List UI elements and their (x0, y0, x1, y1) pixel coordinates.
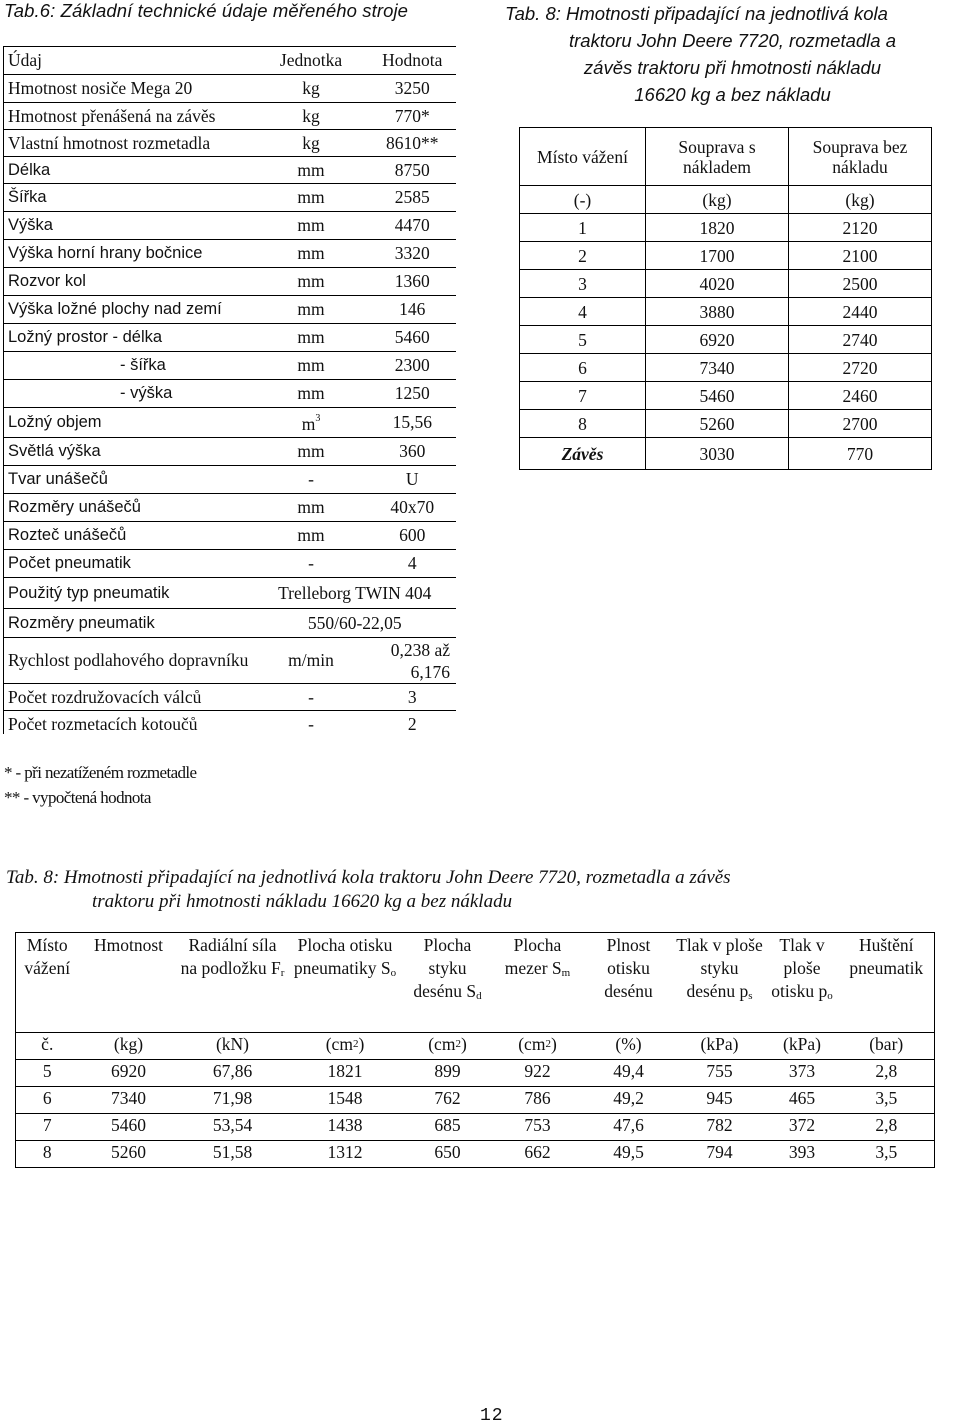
table-cell: 8 (16, 1141, 79, 1168)
header-text: Místo vážení (24, 935, 71, 978)
unit-text: m (301, 413, 316, 434)
merged-value: 550/60-22,05 (254, 609, 457, 638)
unit-text: (kPa) (700, 1034, 739, 1054)
table-cell: 899 (404, 1060, 492, 1087)
table-row (520, 354, 932, 382)
table-cell: 393 (766, 1141, 839, 1168)
header-cell: Místo vážení (520, 128, 646, 186)
unit-text: č. (41, 1034, 54, 1054)
table-cell: 5260 (79, 1141, 179, 1168)
units-row (16, 1033, 935, 1060)
header-cell: Souprava bez nákladu (789, 128, 932, 186)
table-row (520, 382, 932, 410)
row-label: Ložný prostor - délka (4, 324, 254, 352)
header-subscript: o (827, 990, 833, 1002)
unit-text: m/min (288, 650, 334, 670)
unit-cell (254, 711, 369, 735)
table-row (4, 268, 457, 296)
unit-cell (254, 212, 369, 240)
table-row (4, 380, 457, 408)
table-row (4, 75, 457, 103)
unit-text: mm (297, 327, 325, 347)
caption-line: traktoru při hmotnosti nákladu 16620 kg a bez nákladu (92, 891, 513, 912)
table-cell: 762 (404, 1087, 492, 1114)
value-cell: 40x70 (369, 494, 457, 522)
value-cell: 3250 (369, 75, 457, 103)
table-cell: 1700 (646, 242, 789, 270)
merged-value: Trelleborg TWIN 404 (254, 578, 457, 609)
table-cell: 5260 (646, 410, 789, 438)
value-cell: 1360 (369, 268, 457, 296)
table-cell: 3,5 (839, 1141, 935, 1168)
unit-text: (cm (428, 1034, 456, 1054)
value-cell: 5460 (369, 324, 457, 352)
value-cell: 15,56 (369, 408, 457, 438)
row-label: Použitý typ pneumatik (4, 578, 254, 609)
value-cell: 1250 (369, 380, 457, 408)
table-cell: 7 (520, 382, 646, 410)
row-label: Počet pneumatik (4, 550, 254, 578)
unit-cell (254, 494, 369, 522)
unit-cell (254, 75, 369, 103)
table-header-row (520, 128, 932, 186)
unit-cell (254, 157, 369, 184)
unit-close: ) (358, 1034, 365, 1054)
table-cell: 3030 (646, 438, 789, 470)
table-cell: 373 (766, 1060, 839, 1087)
caption-line: Tab. 8: Hmotnosti připadající na jednotlivá kola traktoru John Deere 7720, rozmetadla a závěs (6, 867, 731, 888)
unit-text: mm (297, 271, 325, 291)
footnote: ** - vypočtená hodnota (4, 788, 151, 807)
table-cell: 945 (674, 1087, 766, 1114)
table-cell: 6920 (79, 1060, 179, 1087)
header-text: Plocha styku desénu S (413, 935, 477, 1001)
table-cell: 662 (492, 1141, 584, 1168)
table-cell: 1548 (287, 1087, 404, 1114)
table-row (520, 298, 932, 326)
unit-text: mm (297, 441, 325, 461)
header-text: Plnost otisku desénu (604, 935, 653, 1001)
unit-text: - (308, 714, 314, 734)
row-label: - šířka (4, 352, 254, 380)
table8-right (519, 127, 932, 470)
value-cell: 0,238 až 6,176 (369, 638, 457, 684)
row-label: Výška horní hrany bočnice (4, 240, 254, 268)
table-row (4, 296, 457, 324)
row-label: Hmotnost přenášená na závěs (4, 103, 254, 130)
table-cell: 2100 (789, 242, 932, 270)
table-row (520, 438, 932, 470)
row-label: Počet rozmetacích kotoučů (4, 711, 254, 735)
table-cell: 71,98 (179, 1087, 287, 1114)
header-cell (79, 933, 179, 1033)
value-cell: 2 (369, 711, 457, 735)
unit-text: - (308, 469, 314, 489)
table-cell: 6 (520, 354, 646, 382)
table-cell: 782 (674, 1114, 766, 1141)
unit-cell (766, 1033, 839, 1060)
unit-cell: (kg) (646, 186, 789, 214)
table-cell: 794 (674, 1141, 766, 1168)
unit-cell (254, 684, 369, 711)
table-cell: 755 (674, 1060, 766, 1087)
unit-superscript: 2 (352, 1038, 359, 1050)
table-cell: 922 (492, 1060, 584, 1087)
table-cell: 49,5 (584, 1141, 674, 1168)
unit-text: (kPa) (783, 1034, 821, 1054)
unit-cell (254, 296, 369, 324)
table-row (4, 578, 457, 609)
row-label: Rozměry pneumatik (4, 609, 254, 638)
unit-text: (bar) (869, 1034, 904, 1054)
table6-container (3, 46, 456, 734)
value-cell: 600 (369, 522, 457, 550)
value-cell: U (369, 466, 457, 494)
value-cell: 770* (369, 103, 457, 130)
table8-bottom (15, 932, 935, 1168)
header-cell: Hodnota (369, 47, 457, 75)
unit-text: mm (297, 355, 325, 375)
table-cell: 2740 (789, 326, 932, 354)
table-row (4, 438, 457, 466)
table-row (4, 184, 457, 212)
table-row (520, 214, 932, 242)
header-subscript: s (748, 990, 753, 1002)
table-row (16, 1060, 935, 1087)
table-row (4, 711, 457, 735)
value-cell: 3 (369, 684, 457, 711)
table-row (4, 494, 457, 522)
caption-line: 16620 kg a bez nákladu (634, 84, 831, 105)
row-label: Rozteč unášečů (4, 522, 254, 550)
table-row (4, 103, 457, 130)
table-row (4, 212, 457, 240)
header-cell (674, 933, 766, 1033)
table-cell: 2500 (789, 270, 932, 298)
header-cell (404, 933, 492, 1033)
value-cell: 360 (369, 438, 457, 466)
caption-line: Tab. 8: Hmotnosti připadající na jednotlivá kola (505, 3, 888, 24)
row-label: Světlá výška (4, 438, 254, 466)
units-row (520, 186, 932, 214)
header-cell (766, 933, 839, 1033)
header-text: Plocha otisku pneumatiky S (293, 935, 393, 978)
unit-text: (kg) (113, 1034, 144, 1054)
unit-cell (16, 1033, 79, 1060)
footnote: * - při nezatíženém rozmetadle (4, 763, 197, 782)
header-subscript: m (561, 967, 571, 979)
table-cell: 465 (766, 1087, 839, 1114)
unit-text: (cm (325, 1034, 353, 1054)
unit-text: mm (297, 383, 325, 403)
header-cell (287, 933, 404, 1033)
table-cell: 770 (789, 438, 932, 470)
unit-text: mm (297, 159, 325, 180)
header-text: Hmotnost (93, 935, 164, 955)
table-cell: 3 (520, 270, 646, 298)
table-cell: 1 (520, 214, 646, 242)
row-label: Vlastní hmotnost rozmetadla (4, 130, 254, 157)
row-label: Rychlost podlahového dopravníku (4, 638, 254, 684)
table-cell: 67,86 (179, 1060, 287, 1087)
unit-superscript: 2 (545, 1038, 551, 1050)
table-cell: 786 (492, 1087, 584, 1114)
table-row (4, 240, 457, 268)
unit-text: mm (297, 497, 325, 517)
unit-text: (%) (615, 1034, 642, 1054)
header-cell: Souprava s nákladem (646, 128, 789, 186)
header-cell: Jednotka (254, 47, 369, 75)
table-header-row (16, 933, 935, 1033)
table-cell: 2700 (789, 410, 932, 438)
row-label: Šířka (4, 184, 254, 212)
table-cell: 5460 (646, 382, 789, 410)
unit-cell: (kg) (789, 186, 932, 214)
table-cell: 7340 (79, 1087, 179, 1114)
row-label: Výška ložné plochy nad zemí (4, 296, 254, 324)
table-cell: 49,2 (584, 1087, 674, 1114)
table-row (520, 242, 932, 270)
unit-cell (254, 522, 369, 550)
row-label: Ložný objem (4, 408, 254, 438)
unit-cell (254, 240, 369, 268)
table-cell: 6 (16, 1087, 79, 1114)
unit-cell (492, 1033, 584, 1060)
table-cell: 2460 (789, 382, 932, 410)
value-cell: 3320 (369, 240, 457, 268)
table-cell: 5 (16, 1060, 79, 1087)
unit-cell (254, 352, 369, 380)
table-cell: 2 (520, 242, 646, 270)
unit-cell (254, 324, 369, 352)
unit-text: (kN) (215, 1034, 250, 1054)
value-cell: 2300 (369, 352, 457, 380)
unit-cell: (-) (520, 186, 646, 214)
table-cell: 372 (766, 1114, 839, 1141)
table8-bottom-caption (6, 866, 956, 914)
value-cell: 4470 (369, 212, 457, 240)
unit-cell (287, 1033, 404, 1060)
unit-cell (839, 1033, 935, 1060)
header-subscript: o (390, 967, 397, 979)
header-cell (839, 933, 935, 1033)
unit-text: (cm (518, 1034, 546, 1054)
table-cell: 6920 (646, 326, 789, 354)
header-cell: Údaj (4, 47, 254, 75)
table-cell: 5460 (79, 1114, 179, 1141)
table-cell: 51,58 (179, 1141, 287, 1168)
table-cell: 53,54 (179, 1114, 287, 1141)
table-cell: 1820 (646, 214, 789, 242)
header-text: Tlak v ploše styku desénu p (676, 935, 763, 1001)
unit-cell (179, 1033, 287, 1060)
header-text: Radiální síla na podložku F (180, 935, 281, 978)
unit-text: kg (302, 78, 320, 98)
unit-cell (254, 408, 369, 438)
unit-text: - (308, 553, 314, 573)
unit-cell (254, 466, 369, 494)
table-cell: 2440 (789, 298, 932, 326)
table-row (4, 466, 457, 494)
row-label: Délka (4, 157, 254, 184)
table-cell: 3880 (646, 298, 789, 326)
table-row (4, 550, 457, 578)
value-cell: 8610** (369, 130, 457, 157)
unit-cell (674, 1033, 766, 1060)
table-cell: 3,5 (839, 1087, 935, 1114)
value-cell: 8750 (369, 157, 457, 184)
unit-close: ) (550, 1034, 557, 1054)
table-row (4, 324, 457, 352)
value-cell: 4 (369, 550, 457, 578)
table-cell: 2,8 (839, 1060, 935, 1087)
unit-close: ) (460, 1034, 467, 1054)
table-row (4, 609, 457, 638)
table-row (520, 326, 932, 354)
table-cell: 8 (520, 410, 646, 438)
page-number: 12 (480, 1406, 504, 1426)
table8-right-caption (505, 0, 960, 108)
row-label: Hmotnost nosiče Mega 20 (4, 75, 254, 103)
unit-text: kg (302, 132, 320, 153)
table-row (4, 638, 457, 684)
unit-text: kg (302, 105, 320, 126)
unit-text: mm (297, 215, 325, 235)
table-row (4, 352, 457, 380)
table-row (16, 1141, 935, 1168)
table-cell: 7340 (646, 354, 789, 382)
table-cell: 7 (16, 1114, 79, 1141)
unit-cell (254, 638, 369, 684)
unit-cell (254, 550, 369, 578)
value-cell: 2585 (369, 184, 457, 212)
table-row (4, 157, 457, 184)
header-cell (584, 933, 674, 1033)
unit-cell (254, 130, 369, 157)
row-label: Rozvor kol (4, 268, 254, 296)
footnotes (4, 760, 424, 810)
header-subscript: r (280, 967, 285, 979)
table-cell: 5 (520, 326, 646, 354)
table-cell: 753 (492, 1114, 584, 1141)
unit-cell (254, 103, 369, 130)
table-row (4, 684, 457, 711)
table-cell: 2,8 (839, 1114, 935, 1141)
table-header-row (4, 47, 457, 75)
table-row (16, 1087, 935, 1114)
header-text: Plocha mezer S (504, 935, 562, 978)
table-cell: 685 (404, 1114, 492, 1141)
table-cell: 1821 (287, 1060, 404, 1087)
table-cell: 47,6 (584, 1114, 674, 1141)
unit-text: mm (297, 243, 325, 263)
table-row (520, 410, 932, 438)
unit-superscript: 3 (315, 413, 321, 425)
header-cell (16, 933, 79, 1033)
unit-text: - (308, 686, 314, 707)
unit-cell (404, 1033, 492, 1060)
table-cell: 1438 (287, 1114, 404, 1141)
table-row (4, 522, 457, 550)
unit-text: mm (297, 187, 325, 207)
unit-cell (79, 1033, 179, 1060)
row-label: - výška (4, 380, 254, 408)
table-row (4, 408, 457, 438)
table-cell: 49,4 (584, 1060, 674, 1087)
unit-superscript: 2 (455, 1038, 461, 1050)
unit-text: mm (297, 299, 325, 319)
header-subscript: d (476, 990, 482, 1002)
table-cell: 4020 (646, 270, 789, 298)
table-cell: 2120 (789, 214, 932, 242)
table6-caption: Tab.6: Základní technické údaje měřeného stroje (4, 0, 409, 21)
header-text: Huštění pneumatik (849, 935, 924, 978)
table-row (520, 270, 932, 298)
caption-line: závěs traktoru při hmotnosti nákladu (583, 57, 882, 78)
header-cell (179, 933, 287, 1033)
header-text: Tlak v ploše otisku p (771, 935, 828, 1001)
table-row (16, 1114, 935, 1141)
row-label: Tvar unášečů (4, 466, 254, 494)
row-label: Počet rozdružovacích válců (4, 684, 254, 711)
row-label: Rozměry unášečů (4, 494, 254, 522)
table-cell: Závěs (520, 438, 646, 470)
header-cell (492, 933, 584, 1033)
table-cell: 4 (520, 298, 646, 326)
value-cell: 146 (369, 296, 457, 324)
table-cell: 650 (404, 1141, 492, 1168)
unit-cell (254, 184, 369, 212)
row-label: Výška (4, 212, 254, 240)
table-cell: 2720 (789, 354, 932, 382)
unit-cell (254, 380, 369, 408)
table-row (4, 130, 457, 157)
unit-cell (254, 268, 369, 296)
unit-cell (254, 438, 369, 466)
caption-line: traktoru John Deere 7720, rozmetadla a (568, 30, 897, 51)
unit-cell (584, 1033, 674, 1060)
unit-text: mm (297, 525, 325, 545)
table6 (3, 46, 456, 734)
table-cell: 1312 (287, 1141, 404, 1168)
